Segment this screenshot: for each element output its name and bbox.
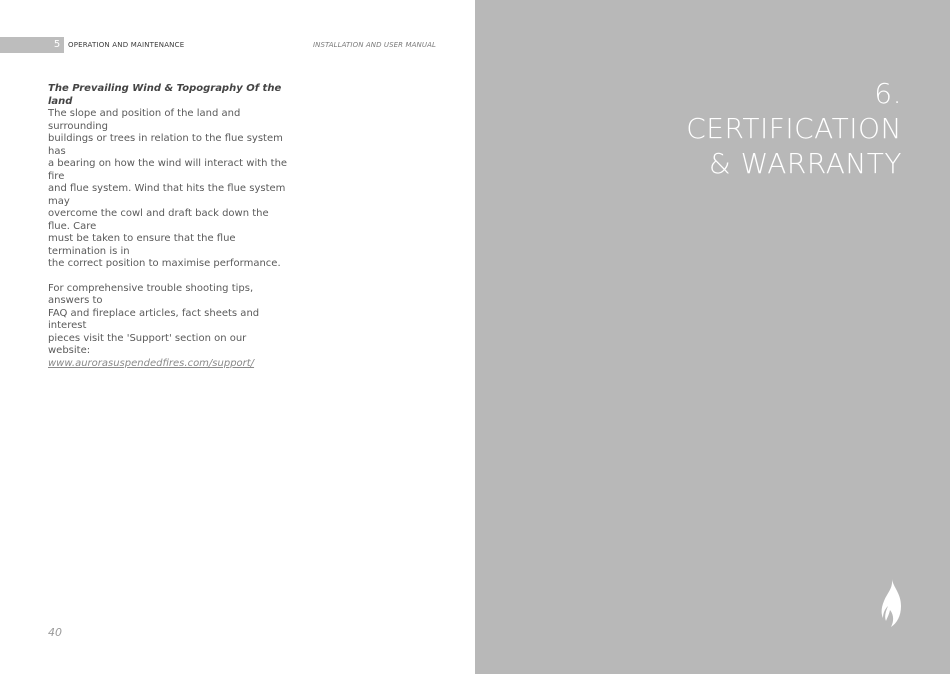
paragraph-line: overcome the cowl and draft back down the flue. Care <box>48 208 269 232</box>
paragraph-line: the correct position to maximise performance. <box>48 258 281 269</box>
paragraph-2 <box>48 283 290 371</box>
paragraph-line: buildings or trees in relation to the flue system has <box>48 133 283 157</box>
paragraph-line: a bearing on how the wind will interact with the fire <box>48 158 288 182</box>
body-heading: The Prevailing Wind & Topography Of the land <box>48 83 282 107</box>
paragraph-line: and flue system. Wind that hits the flue system may <box>48 183 286 207</box>
paragraph-line: FAQ and fireplace articles, fact sheets and interest <box>48 307 260 331</box>
chapter-title-line: & WARRANTY <box>708 147 902 180</box>
support-link[interactable]: www.aurorasuspendedfires.com/support/ <box>48 357 255 369</box>
paragraph-1 <box>48 108 290 271</box>
right-page <box>475 0 950 674</box>
chapter-number: 6. <box>874 77 902 110</box>
paragraph-line: The slope and position of the land and surrounding <box>48 108 241 132</box>
chapter-title <box>686 76 902 181</box>
paragraph-line: must be taken to ensure that the flue termination is in <box>48 233 236 257</box>
body-text <box>48 83 290 370</box>
section-number: 5 <box>53 39 61 50</box>
section-title: OPERATION AND MAINTENANCE <box>68 41 185 49</box>
paragraph-line: For comprehensive trouble shooting tips, answers to <box>48 282 254 306</box>
flame-icon <box>879 578 903 628</box>
chapter-title-line: CERTIFICATION <box>686 112 902 145</box>
paragraph-line: pieces visit the 'Support' section on our website: <box>48 332 247 356</box>
manual-title: INSTALLATION AND USER MANUAL <box>313 41 436 49</box>
page-number: 40 <box>48 626 62 639</box>
